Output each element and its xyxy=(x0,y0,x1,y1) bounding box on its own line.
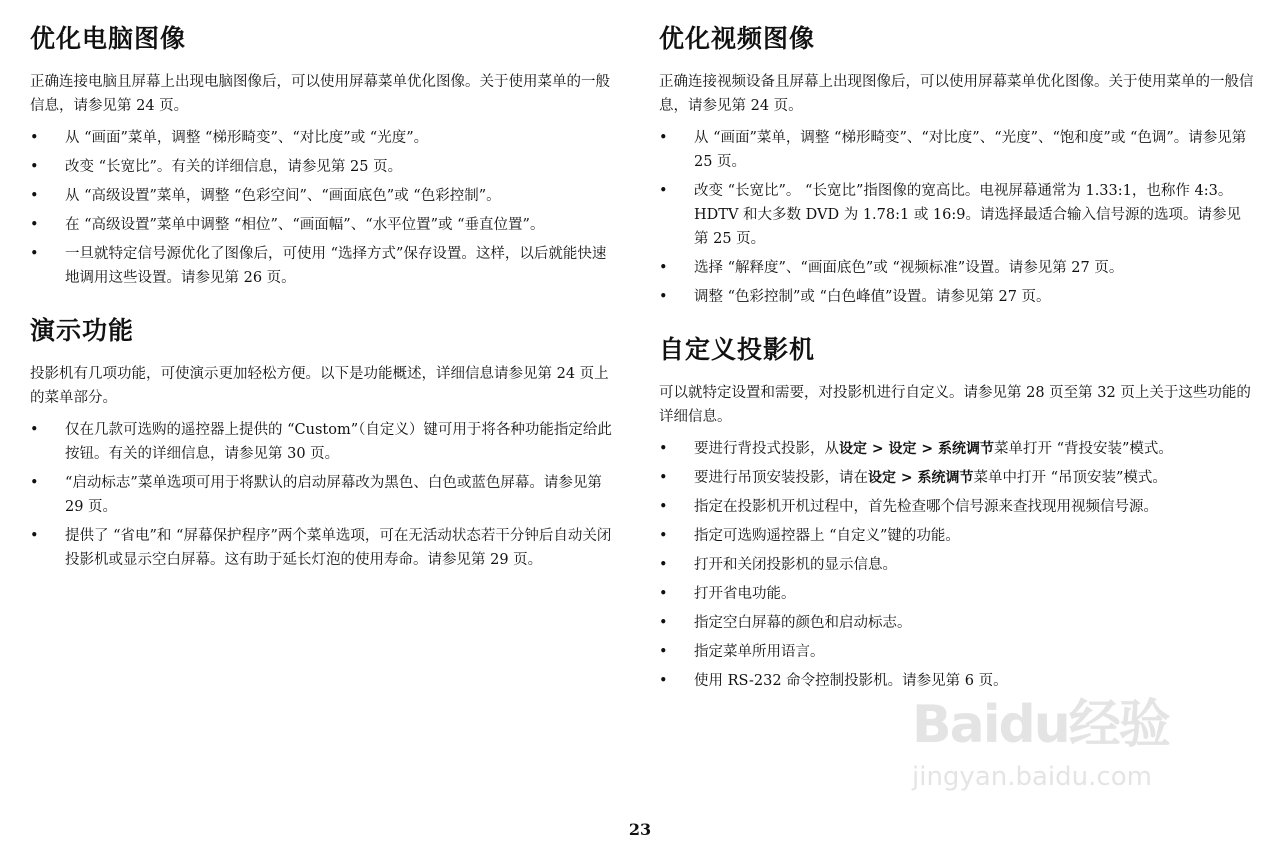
bullet-icon: • xyxy=(659,130,668,146)
section-heading: 自定义投影机 xyxy=(659,335,816,364)
section-optimize-video-image xyxy=(659,22,1255,309)
menu-path: 设定 > 系统调节 xyxy=(868,470,974,486)
list-item: • 改变 “长宽比”。有关的详细信息，请参见第 25 页。 xyxy=(30,155,620,179)
section-heading: 演示功能 xyxy=(30,316,135,345)
list-item: • “启动标志”菜单选项可用于将默认的启动屏幕改为黑色、白色或蓝色屏幕。请参见第 29 页。 xyxy=(30,471,620,519)
menu-path: 设定 > 设定 > 系统调节 xyxy=(839,441,994,457)
bullet-icon: • xyxy=(30,188,39,204)
list-item: • 从 “画面”菜单，调整 “梯形畸变”、“对比度”或 “光度”。 xyxy=(30,126,620,150)
list-item: • 从 “高级设置”菜单，调整 “色彩空间”、“画面底色”或 “色彩控制”。 xyxy=(30,184,620,208)
list-item: • 从 “画面”菜单，调整 “梯形畸变”、“对比度”、“光度”、“饱和度”或 “色调”。请参见第 25 页。 xyxy=(659,126,1255,174)
section-heading: 优化视频图像 xyxy=(659,24,816,53)
list-item: • 选择 “解释度”、“画面底色”或 “视频标准”设置。请参见第 27 页。 xyxy=(659,256,1255,280)
bullet-icon: • xyxy=(30,159,39,175)
list-item: • 指定菜单所用语言。 xyxy=(659,640,1255,664)
list-item: • 指定可选购遥控器上 “自定义”键的功能。 xyxy=(659,524,1255,548)
section-presentation-features xyxy=(30,314,620,572)
bullet-icon: • xyxy=(30,475,39,491)
list-item: • 要进行吊顶安装投影，请在设定 > 系统调节菜单中打开 “吊顶安装”模式。 xyxy=(659,466,1255,490)
watermark-logo: Baidu经验 xyxy=(912,695,1169,755)
bullet-icon: • xyxy=(659,499,668,515)
right-column xyxy=(659,22,1255,698)
bullet-icon: • xyxy=(659,615,668,631)
list-item: • 打开省电功能。 xyxy=(659,582,1255,606)
bullet-list xyxy=(30,418,620,572)
section-intro: 投影机有几项功能，可使演示更加轻松方便。以下是功能概述，详细信息请参见第 24 页上的菜单部分。 xyxy=(30,366,609,406)
list-item: • 提供了 “省电”和 “屏幕保护程序”两个菜单选项，可在无活动状态若干分钟后自动关闭投影机或显示空白屏幕。这有助于延长灯泡的使用寿命。请参见第 29 页。 xyxy=(30,524,620,572)
section-customize-projector xyxy=(659,333,1255,693)
section-intro: 正确连接电脑且屏幕上出现电脑图像后，可以使用屏幕菜单优化图像。关于使用菜单的一般信息，请参见第 24 页。 xyxy=(30,74,610,114)
bullet-list xyxy=(30,126,620,290)
list-item: • 指定在投影机开机过程中，首先检查哪个信号源来查找现用视频信号源。 xyxy=(659,495,1255,519)
bullet-icon: • xyxy=(30,130,39,146)
bullet-icon: • xyxy=(659,557,668,573)
list-item: • 打开和关闭投影机的显示信息。 xyxy=(659,553,1255,577)
bullet-icon: • xyxy=(659,586,668,602)
bullet-icon: • xyxy=(659,289,668,305)
bullet-icon: • xyxy=(659,644,668,660)
bullet-list xyxy=(659,437,1255,693)
list-item: • 要进行背投式投影，从设定 > 设定 > 系统调节菜单打开 “背投安装”模式。 xyxy=(659,437,1255,461)
bullet-icon: • xyxy=(659,470,668,486)
list-item: • 改变 “长宽比”。 “长宽比”指图像的宽高比。电视屏幕通常为 1.33:1，也称作 4:3。 HDTV 和大多数 DVD 为 1.78:1 或 16:9。请选择最适合输入信号源的选项。请参见第 25 页。 xyxy=(659,179,1255,251)
bullet-icon: • xyxy=(659,528,668,544)
bullet-list xyxy=(659,126,1255,309)
section-optimize-computer-image xyxy=(30,22,620,290)
list-item: • 指定空白屏幕的颜色和启动标志。 xyxy=(659,611,1255,635)
list-item: • 调整 “色彩控制”或 “白色峰值”设置。请参见第 27 页。 xyxy=(659,285,1255,309)
bullet-icon: • xyxy=(659,673,668,689)
section-heading: 优化电脑图像 xyxy=(30,24,187,53)
left-column xyxy=(30,22,620,577)
bullet-icon: • xyxy=(659,183,668,199)
bullet-icon: • xyxy=(659,441,668,457)
section-intro: 可以就特定设置和需要，对投影机进行自定义。请参见第 28 页至第 32 页上关于这些功能的详细信息。 xyxy=(659,385,1251,425)
page-number: 23 xyxy=(628,820,652,839)
list-item: • 使用 RS-232 命令控制投影机。请参见第 6 页。 xyxy=(659,669,1255,693)
bullet-icon: • xyxy=(30,246,39,262)
section-intro: 正确连接视频设备且屏幕上出现图像后，可以使用屏幕菜单优化图像。关于使用菜单的一般信息，请参见第 24 页。 xyxy=(659,74,1254,114)
bullet-icon: • xyxy=(659,260,668,276)
bullet-icon: • xyxy=(30,528,39,544)
watermark-url: jingyan.baidu.com xyxy=(912,762,1152,792)
list-item: • 在 “高级设置”菜单中调整 “相位”、“画面幅”、“水平位置”或 “垂直位置”。 xyxy=(30,213,620,237)
bullet-icon: • xyxy=(30,422,39,438)
bullet-icon: • xyxy=(30,217,39,233)
list-item: • 一旦就特定信号源优化了图像后，可使用 “选择方式”保存设置。这样，以后就能快速地调用这些设置。请参见第 26 页。 xyxy=(30,242,620,290)
list-item: • 仅在几款可选购的遥控器上提供的 “Custom”（自定义）键可用于将各种功能指定给此按钮。有关的详细信息，请参见第 30 页。 xyxy=(30,418,620,466)
